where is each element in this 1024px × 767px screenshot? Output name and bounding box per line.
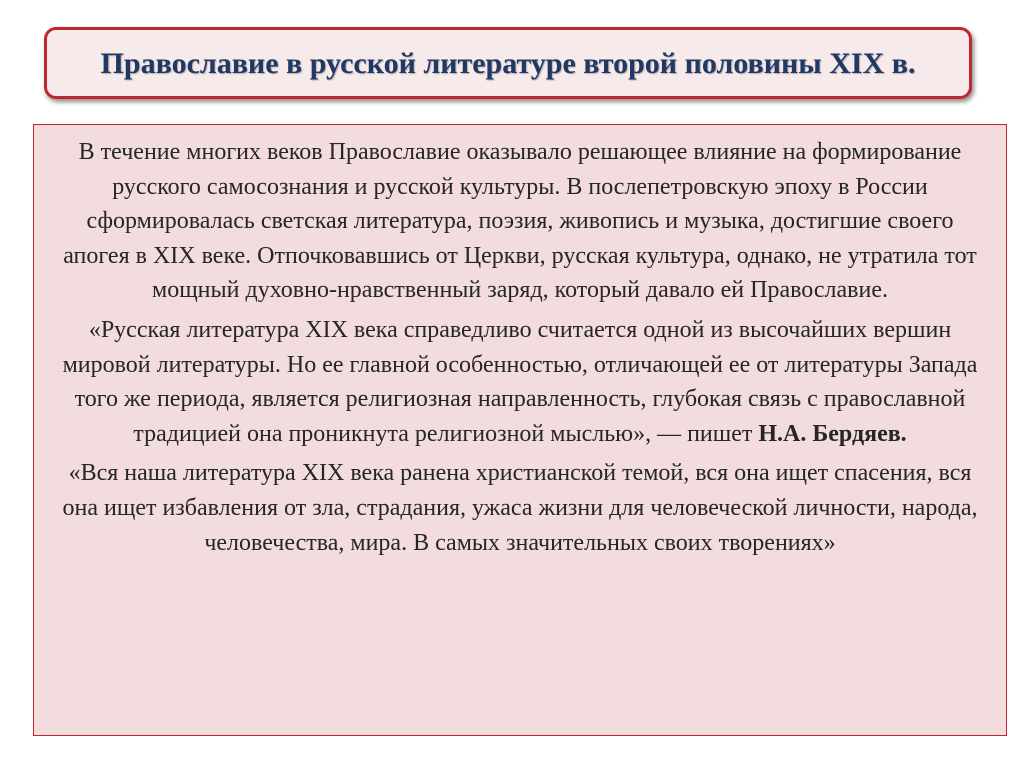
slide-title: Православие в русской литературе второй половины XIX в. [100,46,916,80]
berdyaev-quote-text: «Русская литература XIX века справедливо считается одной из высочайших вершин мировой литературы. Но ее главной особенностью, отличающей ее от литературы Запада того же периода, является религиозная направленность, глубокая связь с православной традицией она проникнута религиозной мыслью», — пишет [62,316,978,447]
paragraph-intro: В течение многих веков Православие оказывало решающее влияние на формирование русского самосознания и русской культуры. В послепетровскую эпоху в России сформировалась светская литература, поэзия, живопись и музыка, достигшие своего апогея в XIX веке. Отпочковавшись от Церкви, русская культура, однако, не утратила тот мощный духовно-нравственный заряд, который давало ей Православие. [63,139,977,304]
title-box [44,27,972,99]
paragraph-christian-theme-quote: «Вся наша литература XIX века ранена христианской темой, вся она ищет спасения, вся она ищет избавления от зла, страдания, ужаса жизни для человеческой личности, народа, человечества, мира. В самых значительных своих творениях» [62,460,978,556]
content-box [33,124,1007,736]
paragraph-berdyaev-quote [54,313,986,451]
quote-author: Н.А. Бердяев. [758,420,907,447]
